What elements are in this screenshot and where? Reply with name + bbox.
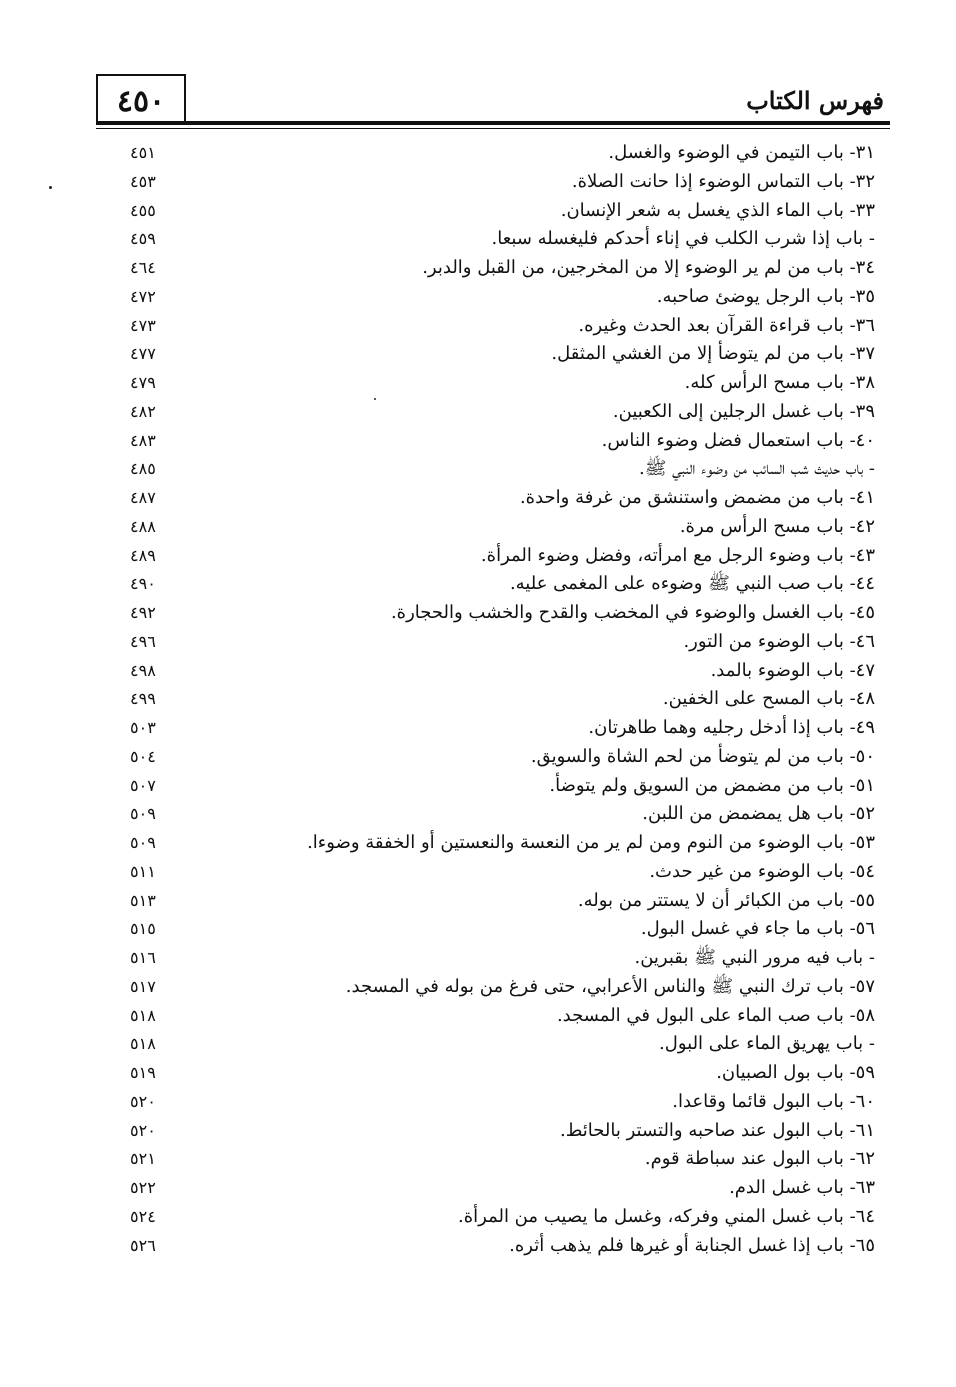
toc-entry-page: ٥١٩: [130, 1063, 156, 1082]
table-of-contents: [130, 139, 875, 1260]
toc-entry: [130, 254, 875, 283]
scan-speck: [374, 398, 376, 400]
toc-entry-page: ٤٦٤: [130, 258, 156, 277]
toc-entry-page: ٥١٨: [130, 1034, 156, 1054]
header-rule-thick: [96, 121, 890, 125]
toc-entry-title: ٥٧- باب ترك النبي ﷺ والناس الأعرابي، حتى فرغ من بوله في المسجد.: [345, 975, 875, 997]
toc-entry-page: ٤٧٩: [130, 373, 156, 392]
running-title: فهرس الكتاب: [746, 86, 884, 115]
toc-entry-title: ٣١- باب التيمن في الوضوء والغسل.: [608, 142, 875, 163]
toc-entry-page: ٥٢٠: [130, 1120, 156, 1140]
toc-entry: [130, 197, 875, 226]
toc-entry-title: ٣٦- باب قراءة القرآن بعد الحدث وغيره.: [578, 314, 875, 336]
toc-entry-title: - باب يهريق الماء على البول.: [659, 1033, 875, 1055]
toc-entry: [130, 657, 875, 686]
toc-entry-page: ٤٨٥: [130, 459, 156, 479]
toc-entry-page: ٤٩٠: [130, 574, 156, 594]
toc-entry: [130, 340, 875, 369]
toc-entry: [130, 1059, 875, 1088]
toc-entry-title: ٥٨- باب صب الماء على البول في المسجد.: [556, 1004, 875, 1026]
toc-entry-title: ٦١- باب البول عند صاحبه والتستر بالحائط.: [559, 1119, 875, 1141]
toc-entry: [130, 685, 875, 714]
toc-entry-page: ٤٧٢: [130, 286, 156, 306]
toc-entry-page: ٥١١: [130, 861, 156, 881]
toc-entry: [130, 887, 875, 916]
toc-entry-page: ٥٢٢: [130, 1178, 156, 1197]
toc-entry-title: ٥٩- باب بول الصبيان.: [716, 1062, 875, 1083]
toc-entry: [130, 369, 875, 398]
toc-entry-title: ٦٢- باب البول عند سباطة قوم.: [644, 1148, 875, 1170]
toc-entry-page: ٥٢٠: [130, 1091, 156, 1111]
toc-entry-title: ٣٥- باب الرجل يوضئ صاحبه.: [656, 285, 875, 307]
toc-entry-page: ٥٠٧: [130, 775, 156, 795]
toc-entry-title: ٤٧- باب الوضوء بالمد.: [710, 659, 875, 681]
toc-entry-page: ٥٢٤: [130, 1206, 156, 1226]
toc-entry: [130, 283, 875, 312]
toc-entry-title: ٥٢- باب هل يمضمض من اللبن.: [642, 803, 875, 825]
toc-entry: [130, 168, 875, 197]
toc-entry: [130, 743, 875, 772]
toc-entry: [130, 1030, 875, 1059]
toc-entry-page: ٤٨٣: [130, 430, 156, 450]
toc-entry: [130, 513, 875, 542]
page-number-box: [96, 74, 186, 124]
toc-entry-title: ٦٠- باب البول قائما وقاعدا.: [672, 1090, 875, 1112]
toc-entry: [130, 139, 875, 168]
toc-entry: [130, 1088, 875, 1117]
toc-entry-title: ٥٠- باب من لم يتوضأ من لحم الشاة والسويق.: [530, 745, 875, 767]
toc-entry-title: ٣٢- باب التماس الوضوء إذا حانت الصلاة.: [571, 170, 875, 192]
toc-entry-title: ٤١- باب من مضمض واستنشق من غرفة واحدة.: [519, 487, 875, 508]
toc-entry-title: ٤٢- باب مسح الرأس مرة.: [679, 515, 875, 537]
toc-entry-page: ٥٢٦: [130, 1235, 156, 1255]
toc-entry-title: - باب حديث شب السائب من وضوء النبي ﷺ.: [638, 458, 875, 480]
toc-entry-title: ٥١- باب من مضمض من السويق ولم يتوضأ.: [549, 774, 875, 796]
toc-entry-title: ٣٩- باب غسل الرجلين إلى الكعبين.: [612, 400, 875, 422]
toc-entry-page: ٤٥٥: [130, 200, 156, 220]
toc-entry-page: ٤٨٨: [130, 516, 156, 536]
toc-entry-title: ٤٥- باب الغسل والوضوء في المخضب والقدح والخشب والحجارة.: [390, 602, 875, 623]
toc-entry-page: ٥٠٩: [130, 833, 156, 852]
toc-entry: [130, 570, 875, 599]
toc-entry: [130, 1117, 875, 1146]
toc-entry: [130, 1002, 875, 1031]
toc-entry: [130, 944, 875, 973]
toc-entry-page: ٥٠٩: [130, 804, 156, 824]
toc-entry: [130, 714, 875, 743]
toc-entry: [130, 599, 875, 628]
toc-entry-page: ٤٨٩: [130, 545, 156, 565]
toc-entry-page: ٥١٧: [130, 976, 156, 996]
toc-entry-title: ٤٨- باب المسح على الخفين.: [662, 688, 875, 710]
toc-entry-title: ٦٥- باب إذا غسل الجنابة أو غيرها فلم يذهب أثره.: [509, 1234, 875, 1256]
toc-entry: [130, 455, 875, 484]
toc-entry-title: - باب إذا شرب الكلب في إناء أحدكم فليغسله سبعا.: [491, 228, 875, 250]
toc-entry: [130, 628, 875, 657]
toc-entry: [130, 398, 875, 427]
toc-entry-page: ٥١٨: [130, 1005, 156, 1025]
toc-entry-page: ٤٨٧: [130, 488, 156, 507]
toc-entry: [130, 1145, 875, 1174]
toc-entry-title: ٥٣- باب الوضوء من النوم ومن لم ير من النعسة والنعستين أو الخفقة وضوءا.: [307, 832, 875, 853]
toc-entry-title: ٤٩- باب إذا أدخل رجليه وهما طاهرتان.: [588, 717, 875, 738]
toc-entry-title: ٥٦- باب ما جاء في غسل البول.: [640, 918, 875, 940]
toc-entry-page: ٥٠٣: [130, 718, 156, 737]
toc-entry: [130, 915, 875, 944]
toc-entry-title: ٥٤- باب الوضوء من غير حدث.: [649, 860, 875, 882]
toc-entry-page: ٤٧٣: [130, 315, 156, 335]
toc-entry-page: ٤٩٨: [130, 660, 156, 680]
toc-entry-page: ٥١٣: [130, 890, 156, 910]
toc-entry-title: ٣٧- باب من لم يتوضأ إلا من الغشي المثقل.: [551, 343, 875, 365]
toc-entry-page: ٤٥٣: [130, 171, 156, 191]
toc-entry-title: ٦٣- باب غسل الدم.: [729, 1177, 875, 1198]
toc-entry-title: ٣٤- باب من لم ير الوضوء إلا من المخرجين، من القبل والدبر.: [422, 257, 875, 278]
toc-entry-title: - باب فيه مرور النبي ﷺ بقبرين.: [634, 947, 875, 968]
toc-entry: [130, 973, 875, 1002]
toc-entry: [130, 1232, 875, 1261]
toc-entry-page: ٥١٥: [130, 919, 156, 939]
page-header: [96, 74, 890, 126]
toc-entry-page: ٤٥٩: [130, 229, 156, 249]
toc-entry-title: ٤٠- باب استعمال فضل وضوء الناس.: [601, 429, 875, 451]
toc-entry: [130, 427, 875, 456]
toc-entry-page: ٤٨٢: [130, 401, 156, 421]
toc-entry-title: ٥٥- باب من الكبائر أن لا يستتر من بوله.: [577, 889, 875, 911]
toc-entry-title: ٣٣- باب الماء الذي يغسل به شعر الإنسان.: [560, 199, 875, 221]
toc-entry: [130, 225, 875, 254]
toc-entry-title: ٤٤- باب صب النبي ﷺ وضوءه على المغمى عليه.: [509, 573, 875, 595]
toc-entry: [130, 858, 875, 887]
page-number: ٤٥٠: [116, 84, 166, 119]
toc-entry: [130, 800, 875, 829]
toc-entry-page: ٤٥١: [130, 143, 156, 162]
toc-entry: [130, 1203, 875, 1232]
toc-entry: [130, 829, 875, 858]
toc-entry: [130, 312, 875, 341]
toc-entry-page: ٤٩٩: [130, 689, 156, 709]
toc-entry: [130, 772, 875, 801]
toc-entry-page: ٤٩٦: [130, 631, 156, 651]
toc-entry-page: ٤٩٢: [130, 603, 156, 622]
scan-speck: [49, 186, 52, 189]
toc-entry-title: ٤٣- باب وضوء الرجل مع امرأته، وفضل وضوء المرأة.: [480, 544, 875, 566]
toc-entry-title: ٣٨- باب مسح الرأس كله.: [684, 372, 875, 393]
toc-entry-page: ٥١٦: [130, 948, 156, 967]
toc-entry-title: ٤٦- باب الوضوء من التور.: [683, 630, 875, 652]
toc-entry-page: ٤٧٧: [130, 344, 156, 364]
toc-entry-page: ٥٢١: [130, 1149, 156, 1169]
toc-entry-page: ٥٠٤: [130, 746, 156, 766]
toc-entry: [130, 1174, 875, 1203]
toc-entry-title: ٦٤- باب غسل المني وفركه، وغسل ما يصيب من المرأة.: [457, 1205, 875, 1227]
header-rule-thin: [96, 128, 890, 129]
toc-entry: [130, 484, 875, 513]
toc-entry: [130, 542, 875, 571]
